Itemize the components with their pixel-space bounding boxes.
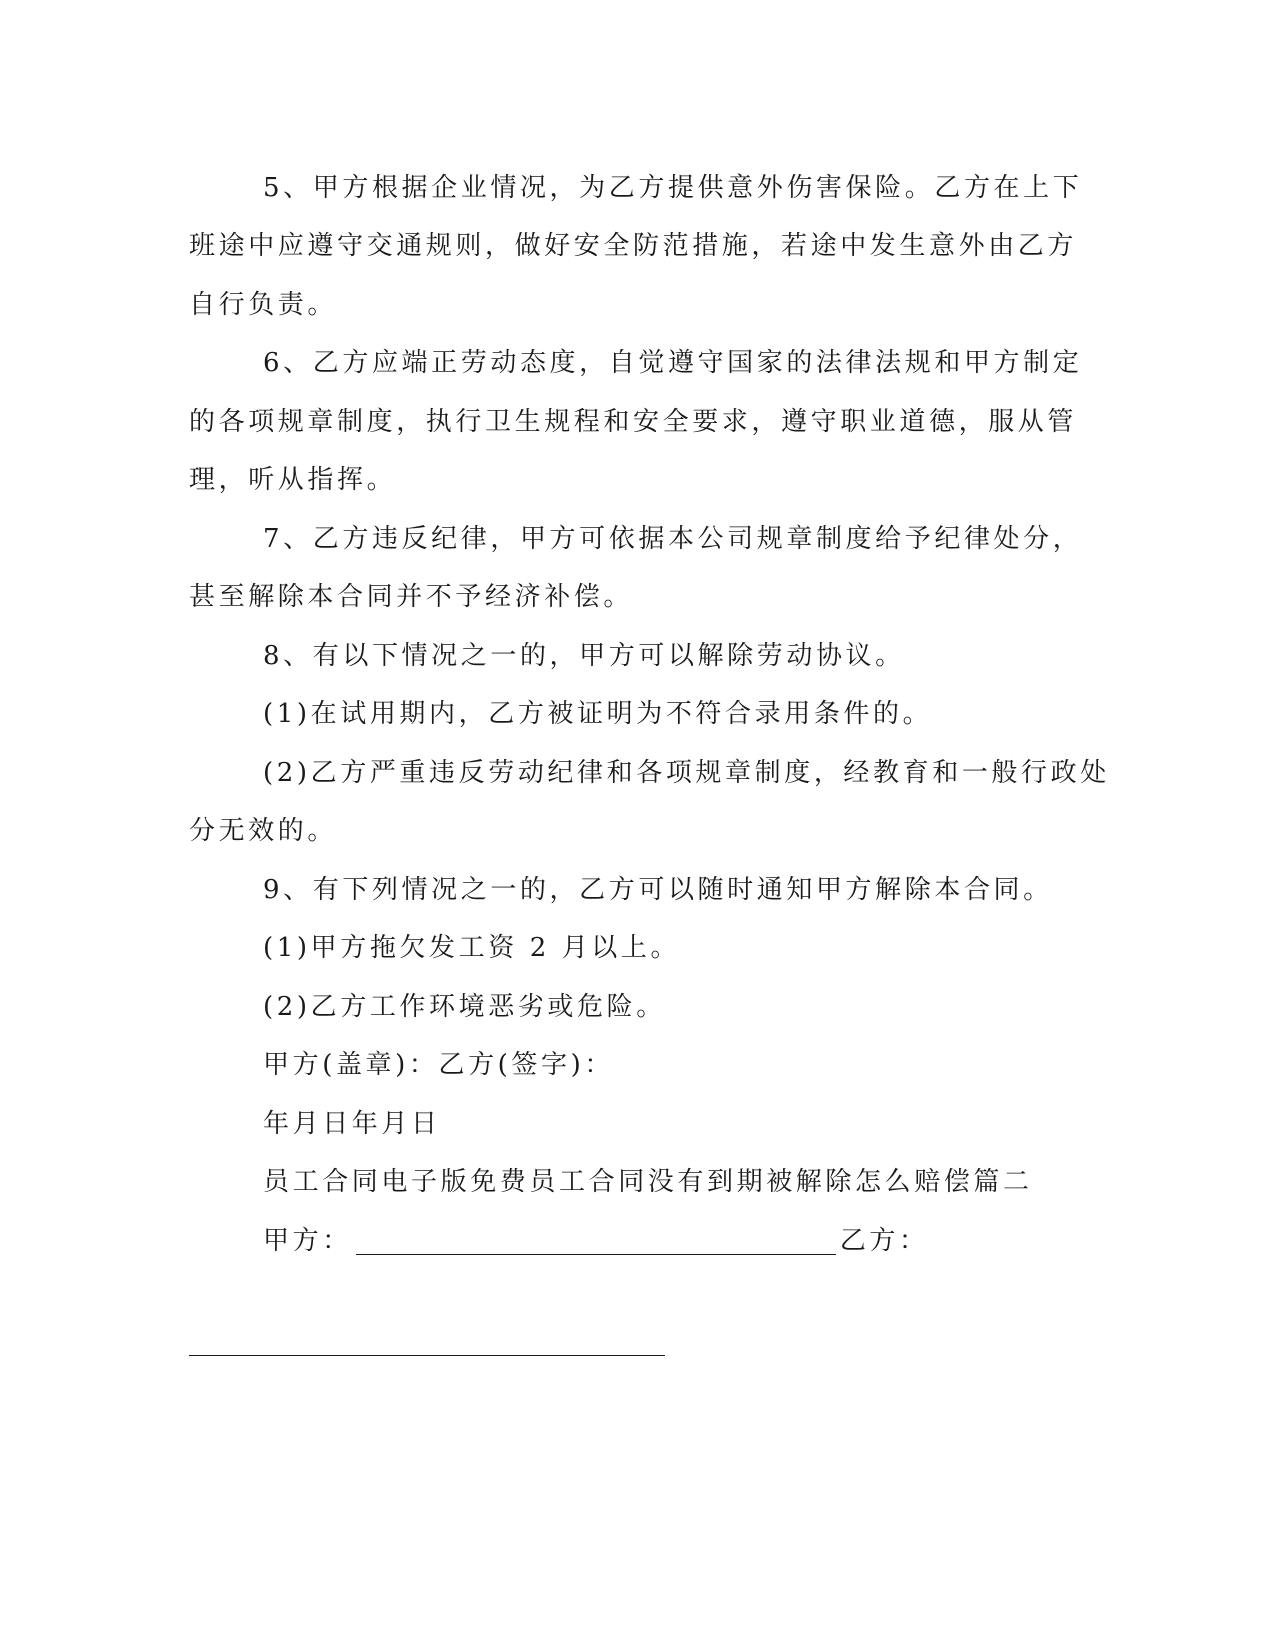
clause-5-line-2: 班途中应遵守交通规则，做好安全防范措施，若途中发生意外由乙方 [189, 231, 1078, 261]
clause-9: 9、有下列情况之一的，乙方可以随时通知甲方解除本合同。 [263, 875, 1053, 905]
clause-6-line-2: 的各项规章制度，执行卫生规程和安全要求，遵守职业道德，服从管 [189, 407, 1078, 437]
section-heading: 员工合同电子版免费员工合同没有到期被解除怎么赔偿篇二 [263, 1167, 1033, 1197]
clause-7-line-1: 7、乙方违反纪律，甲方可依据本公司规章制度给予纪律处分， [263, 524, 1083, 554]
clause-6-line-3: 理，听从指挥。 [189, 465, 397, 495]
date-labels: 年月日年月日 [263, 1109, 441, 1139]
clause-8-item-2-line-1: (2)乙方严重违反劳动纪律和各项规章制度，经教育和一般行政处 [263, 758, 1110, 788]
clause-7-line-2: 甚至解除本合同并不予经济补偿。 [189, 582, 634, 612]
party-line [263, 1221, 929, 1261]
party-a-label: 甲方： [263, 1226, 352, 1256]
clause-8-item-2-line-2: 分无效的。 [189, 816, 338, 846]
clause-5-line-3: 自行负责。 [189, 290, 338, 320]
party-b-label: 乙方： [839, 1226, 929, 1256]
clause-8: 8、有以下情况之一的，甲方可以解除劳动协议。 [263, 641, 905, 671]
clause-9-item-2: (2)乙方工作环境恶劣或危险。 [263, 992, 666, 1022]
clause-6-line-1: 6、乙方应端正劳动态度，自觉遵守国家的法律法规和甲方制定 [263, 348, 1083, 378]
signature-labels: 甲方(盖章)：乙方(签字)： [263, 1050, 614, 1080]
clause-9-item-1: (1)甲方拖欠发工资 2 月以上。 [263, 933, 681, 963]
party-a-blank[interactable] [356, 1226, 836, 1255]
clause-8-item-1: (1)在试用期内，乙方被证明为不符合录用条件的。 [263, 699, 933, 729]
party-b-blank[interactable] [189, 1355, 665, 1356]
clause-5-line-1: 5、甲方根据企业情况，为乙方提供意外伤害保险。乙方在上下 [263, 173, 1083, 203]
